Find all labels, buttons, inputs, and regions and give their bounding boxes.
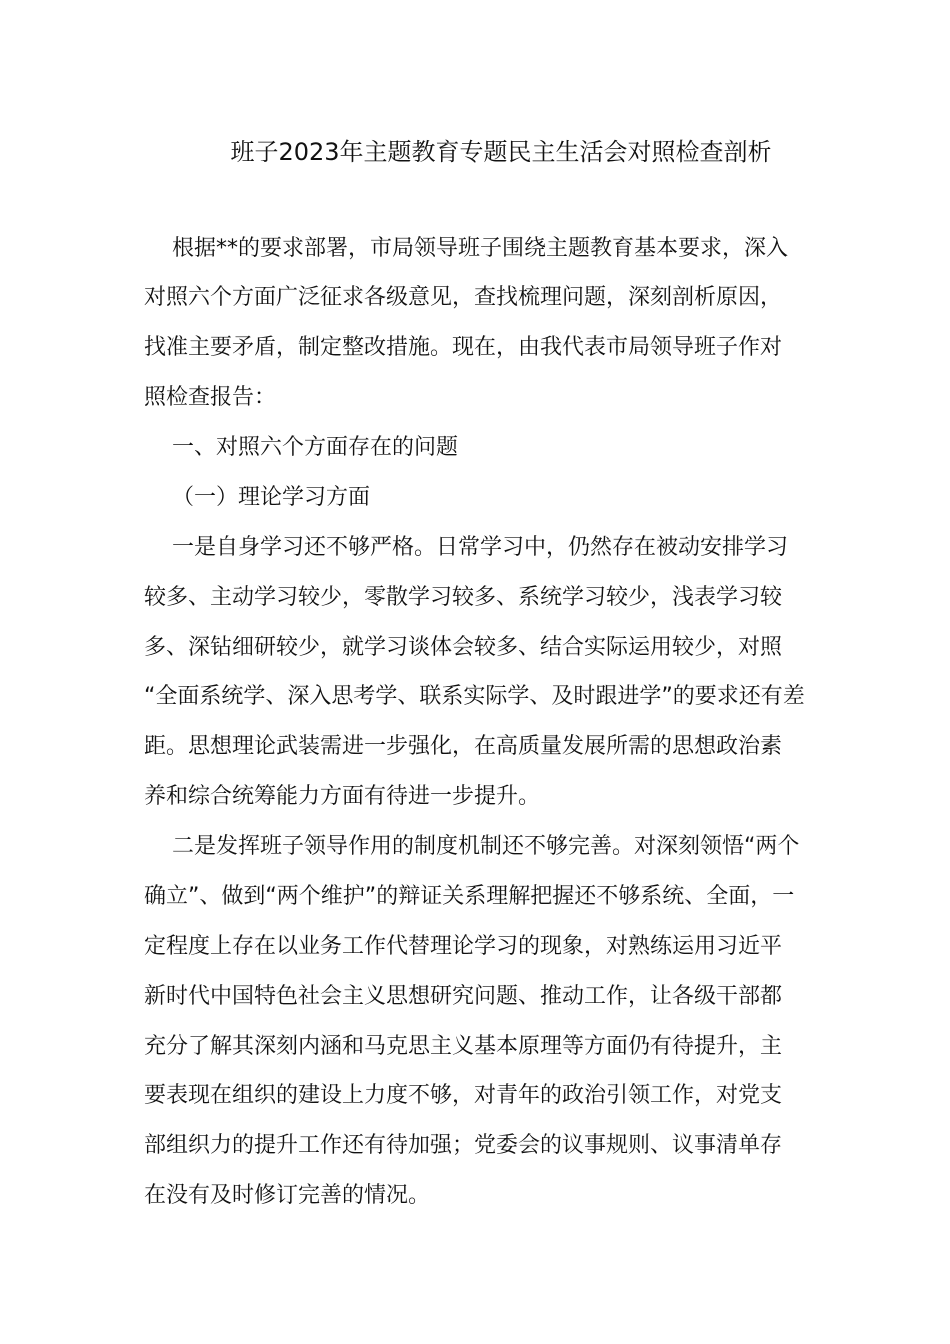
point-one-line-1: 一是自身学习还不够严格。日常学习中，仍然存在被动安排学习: [172, 535, 789, 560]
point-two-line-8: 在没有及时修订完善的情况。: [144, 1183, 431, 1208]
point-one-line-5: 距。思想理论武装需进一步强化，在高质量发展所需的思想政治素: [144, 734, 783, 759]
intro-line-2: 对照六个方面广泛征求各级意见，查找梳理问题，深刻剖析原因，: [144, 285, 783, 310]
intro-line-3: 找准主要矛盾，制定整改措施。现在，由我代表市局领导班子作对: [144, 335, 783, 360]
point-two-line-7: 部组织力的提升工作还有待加强；党委会的议事规则、议事清单存: [144, 1133, 783, 1158]
point-one-line-3: 多、深钻细研较少，就学习谈体会较多、结合实际运用较少，对照: [144, 635, 783, 660]
intro-line-1: 根据**的要求部署，市局领导班子围绕主题教育基本要求，深入: [172, 236, 789, 261]
point-two-line-3: 定程度上存在以业务工作代替理论学习的现象，对熟练运用习近平: [144, 934, 783, 959]
intro-line-4: 照检查报告：: [144, 385, 277, 410]
point-two-line-5: 充分了解其深刻内涵和马克思主义基本原理等方面仍有待提升，主: [144, 1034, 783, 1059]
point-two-line-4: 新时代中国特色社会主义思想研究问题、推动工作，让各级干部都: [144, 984, 783, 1009]
point-one-line-6: 养和综合统筹能力方面有待进一步提升。: [144, 784, 541, 809]
document-title: 班子2023年主题教育专题民主生活会对照检查剖析: [230, 138, 772, 166]
point-two-line-1: 二是发挥班子领导作用的制度机制还不够完善。对深刻领悟“两个: [172, 834, 800, 859]
section-heading: 一、对照六个方面存在的问题: [172, 435, 459, 460]
point-two-line-6: 要表现在组织的建设上力度不够，对青年的政治引领工作，对党支: [144, 1083, 783, 1108]
point-one-line-4: “全面系统学、深入思考学、联系实际学、及时跟进学”的要求还有差: [144, 684, 805, 709]
point-one-line-2: 较多、主动学习较少，零散学习较多、系统学习较少，浅表学习较: [144, 585, 783, 610]
point-two-line-2: 确立”、做到“两个维护”的辩证关系理解把握还不够系统、全面，一: [144, 884, 795, 909]
subsection-heading: （一）理论学习方面: [172, 485, 371, 510]
